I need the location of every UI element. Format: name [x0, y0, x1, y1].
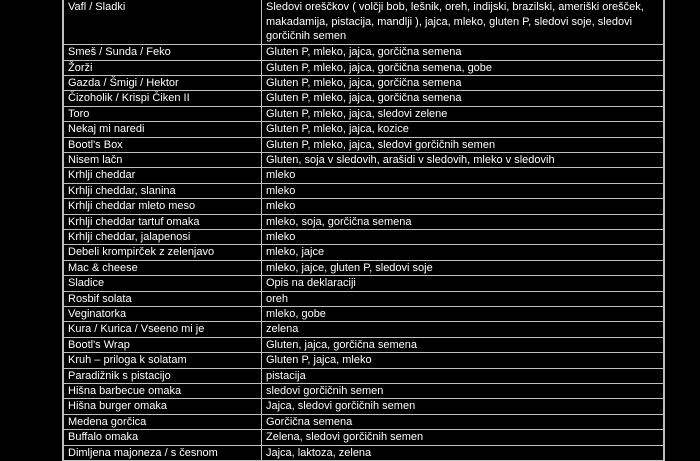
- dish-name-cell: Čizoholik / Krispi Čiken II: [64, 91, 262, 106]
- table-row: [64, 106, 664, 121]
- table-row: [64, 399, 664, 414]
- table-row: [64, 45, 664, 60]
- table-row: [64, 245, 664, 260]
- table-row: [64, 260, 664, 275]
- allergens-cell: Jajca, sledovi gorčičnih semen: [262, 399, 664, 414]
- dish-name-cell: Vafl / Sladki: [64, 0, 262, 45]
- dish-name-cell: Buffalo omaka: [64, 430, 262, 445]
- allergens-cell: Gluten P, mleko, jajca, gorčična semena, gobe: [262, 60, 664, 75]
- allergens-cell: Gluten P, mleko, jajca, sledovi gorčičnih semen: [262, 137, 664, 152]
- allergens-cell: pistacija: [262, 368, 664, 383]
- allergens-cell: oreh: [262, 291, 664, 306]
- allergens-cell: Gluten P, mleko, jajca, gorčična semena: [262, 75, 664, 90]
- table-row: [64, 322, 664, 337]
- allergens-cell: mleko: [262, 229, 664, 244]
- dish-name-cell: Nisem lačn: [64, 152, 262, 167]
- dish-name-cell: Kura / Kurica / Vseeno mi je: [64, 322, 262, 337]
- table-row: [64, 199, 664, 214]
- table-row: [64, 152, 664, 167]
- allergens-cell: mleko: [262, 199, 664, 214]
- table-row: [64, 430, 664, 445]
- allergens-cell: Sledovi oreščkov ( volčji bob, lešnik, oreh, indijski, brazilski, ameriški orešček, makadamija, pistacija, mandlji ), jajca, mleko, gluten P, sledovi soje, sledovi gorčičnih semen: [262, 0, 664, 45]
- table-row: [64, 60, 664, 75]
- table-row: [64, 75, 664, 90]
- dish-name-cell: Krhlji cheddar, jalapenosi: [64, 229, 262, 244]
- table-row: [64, 183, 664, 198]
- allergens-cell: mleko, jajce, gluten P, sledovi soje: [262, 260, 664, 275]
- dish-name-cell: Medena gorčica: [64, 414, 262, 429]
- table-row: [64, 91, 664, 106]
- dish-name-cell: Dimljena majoneza / s česnom: [64, 445, 262, 460]
- allergens-cell: mleko, soja, gorčična semena: [262, 214, 664, 229]
- dish-name-cell: Toro: [64, 106, 262, 121]
- allergens-cell: Gluten, jajca, gorčična semena: [262, 337, 664, 352]
- dish-name-cell: Krhlji cheddar, slanina: [64, 183, 262, 198]
- allergens-cell: zelena: [262, 322, 664, 337]
- allergens-cell: Zelena, sledovi gorčičnih semen: [262, 430, 664, 445]
- allergens-cell: Gluten P, mleko, jajca, gorčična semena: [262, 45, 664, 60]
- allergens-cell: Gluten P, mleko, jajca, sledovi zelene: [262, 106, 664, 121]
- allergens-cell: sledovi gorčičnih semen: [262, 384, 664, 399]
- dish-name-cell: Žorži: [64, 60, 262, 75]
- table-row: [64, 214, 664, 229]
- dish-name-cell: Hišna barbecue omaka: [64, 384, 262, 399]
- allergens-cell: mleko, jajce: [262, 245, 664, 260]
- allergens-cell: Gluten P, mleko, jajca, gorčična semena: [262, 91, 664, 106]
- table-row: [64, 229, 664, 244]
- allergens-cell: Gorčična semena: [262, 414, 664, 429]
- allergen-table-body: [64, 0, 664, 461]
- dish-name-cell: Rosbif solata: [64, 291, 262, 306]
- table-row: [64, 368, 664, 383]
- allergens-cell: mleko: [262, 183, 664, 198]
- table-row: [64, 276, 664, 291]
- allergen-table: [63, 0, 664, 461]
- allergens-cell: mleko: [262, 168, 664, 183]
- allergens-cell: Jajca, laktoza, zelena: [262, 445, 664, 460]
- table-row: [64, 0, 664, 45]
- dish-name-cell: Smeš / Sunda / Feko: [64, 45, 262, 60]
- table-row: [64, 445, 664, 460]
- allergens-cell: mleko, gobe: [262, 307, 664, 322]
- allergens-cell: Gluten P, jajca, mleko: [262, 353, 664, 368]
- dish-name-cell: Paradižnik s pistacijo: [64, 368, 262, 383]
- table-row: [64, 168, 664, 183]
- allergen-sheet: [62, 0, 665, 461]
- dish-name-cell: Veginatorka: [64, 307, 262, 322]
- dish-name-cell: Kruh – priloga k solatam: [64, 353, 262, 368]
- table-row: [64, 137, 664, 152]
- table-row: [64, 353, 664, 368]
- table-row: [64, 307, 664, 322]
- table-row: [64, 384, 664, 399]
- dish-name-cell: Krhlji cheddar: [64, 168, 262, 183]
- dish-name-cell: Bootl's Wrap: [64, 337, 262, 352]
- allergens-cell: Gluten P, mleko, jajca, kozice: [262, 122, 664, 137]
- dish-name-cell: Gazda / Šmigi / Hektor: [64, 75, 262, 90]
- allergens-cell: Opis na deklaraciji: [262, 276, 664, 291]
- dish-name-cell: Bootl's Box: [64, 137, 262, 152]
- dish-name-cell: Hišna burger omaka: [64, 399, 262, 414]
- table-row: [64, 337, 664, 352]
- dish-name-cell: Nekaj mi naredi: [64, 122, 262, 137]
- allergens-cell: Gluten, soja v sledovih, arašidi v sledovih, mleko v sledovih: [262, 152, 664, 167]
- table-row: [64, 291, 664, 306]
- table-row: [64, 414, 664, 429]
- dish-name-cell: Krhlji cheddar tartuf omaka: [64, 214, 262, 229]
- dish-name-cell: Krhlji cheddar mleto meso: [64, 199, 262, 214]
- dish-name-cell: Mac & cheese: [64, 260, 262, 275]
- dish-name-cell: Sladice: [64, 276, 262, 291]
- dish-name-cell: Debeli krompirček z zelenjavo: [64, 245, 262, 260]
- table-row: [64, 122, 664, 137]
